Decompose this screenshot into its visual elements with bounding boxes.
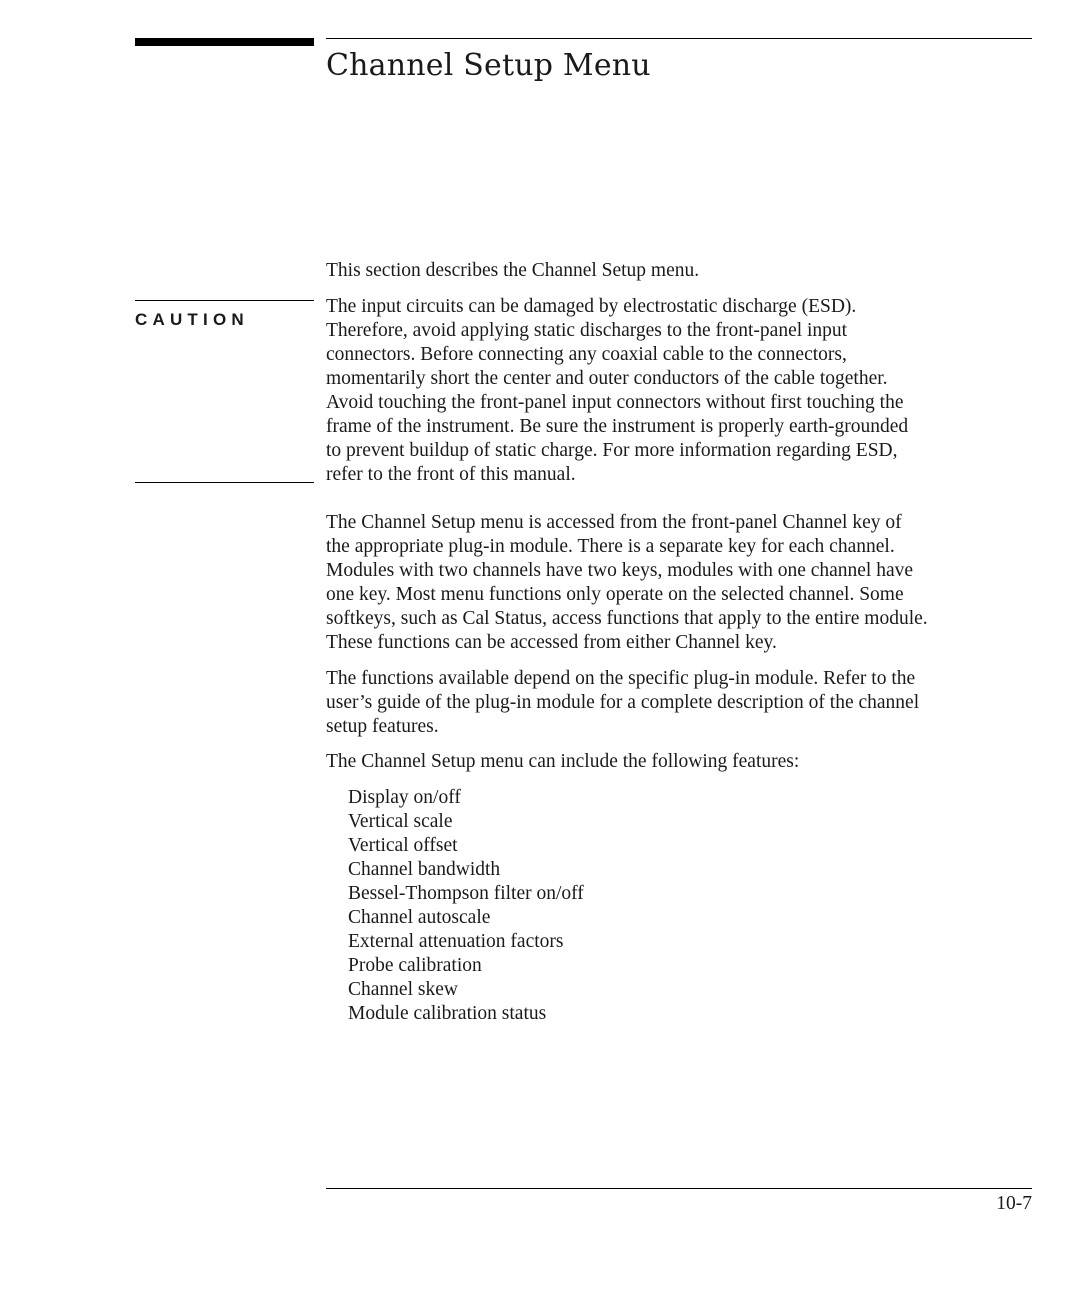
- header-rule: [326, 38, 1032, 39]
- list-item: Channel bandwidth: [348, 859, 501, 880]
- paragraph-line: These functions can be accessed from either Channel key.: [326, 632, 777, 653]
- caution-rule-top: [135, 300, 314, 301]
- list-item: Module calibration status: [348, 1003, 547, 1024]
- caution-line: connectors. Before connecting any coaxial cable to the connectors,: [326, 344, 847, 365]
- paragraph-line: setup features.: [326, 716, 439, 737]
- features-intro-paragraph: [326, 750, 799, 774]
- caution-line: refer to the front of this manual.: [326, 464, 576, 485]
- footer-rule: [326, 1188, 1032, 1189]
- caution-rule-bottom: [135, 482, 314, 483]
- caution-line: to prevent buildup of static charge. For more information regarding ESD,: [326, 440, 898, 461]
- caution-label: CAUTION: [135, 310, 249, 329]
- paragraph-line: The Channel Setup menu is accessed from the front-panel Channel key of: [326, 512, 902, 533]
- paragraph-line: user’s guide of the plug-in module for a complete description of the channel: [326, 692, 920, 713]
- list-item: Bessel-Thompson filter on/off: [348, 883, 584, 904]
- paragraph-line: The Channel Setup menu can include the following features:: [326, 751, 800, 772]
- page-title: Channel Setup Menu: [326, 48, 651, 83]
- access-paragraph: [326, 511, 928, 655]
- caution-line: Avoid touching the front-panel input connectors without first touching the: [326, 392, 904, 413]
- paragraph-line: one key. Most menu functions only operate on the selected channel. Some: [326, 584, 904, 605]
- caution-line: The input circuits can be damaged by electrostatic discharge (ESD).: [326, 296, 857, 317]
- intro-paragraph: This section describes the Channel Setup menu.: [326, 260, 700, 281]
- page-number: 10-7: [996, 1193, 1032, 1214]
- paragraph-line: The functions available depend on the specific plug-in module. Refer to the: [326, 668, 916, 689]
- paragraph-line: Modules with two channels have two keys, modules with one channel have: [326, 560, 914, 581]
- caution-text: [326, 295, 908, 487]
- caution-line: Therefore, avoid applying static discharges to the front-panel input: [326, 320, 848, 341]
- paragraph-line: softkeys, such as Cal Status, access functions that apply to the entire module.: [326, 608, 928, 629]
- list-item: Display on/off: [348, 787, 461, 808]
- functions-paragraph: [326, 667, 919, 739]
- list-item: Vertical scale: [348, 811, 453, 832]
- list-item: Channel skew: [348, 979, 458, 1000]
- caution-line: frame of the instrument. Be sure the instrument is properly earth-grounded: [326, 416, 909, 437]
- paragraph-line: the appropriate plug-in module. There is a separate key for each channel.: [326, 536, 895, 557]
- list-item: Channel autoscale: [348, 907, 491, 928]
- list-item: Probe calibration: [348, 955, 482, 976]
- feature-list: [348, 786, 584, 1026]
- header-bar: [135, 38, 314, 46]
- caution-line: momentarily short the center and outer conductors of the cable together.: [326, 368, 888, 389]
- list-item: Vertical offset: [348, 835, 458, 856]
- list-item: External attenuation factors: [348, 931, 564, 952]
